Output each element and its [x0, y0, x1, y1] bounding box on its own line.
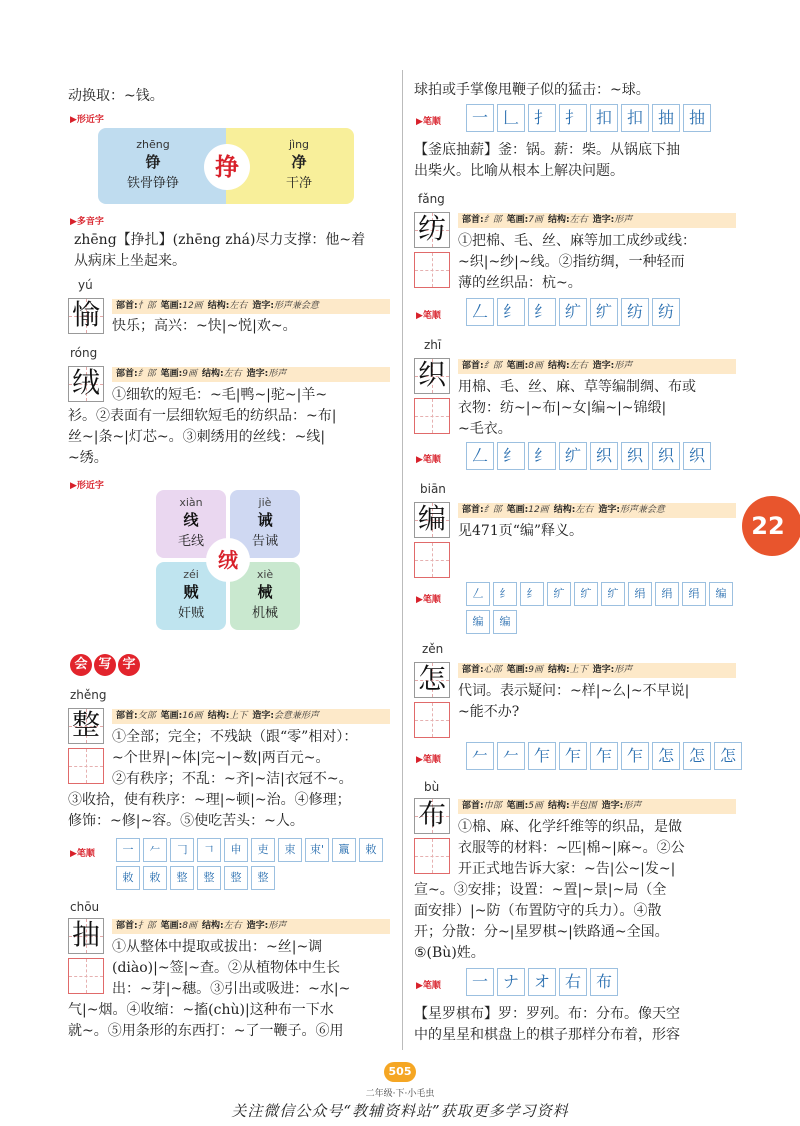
stroke-step: 绢 [628, 582, 652, 606]
practice-grid-zheng [68, 748, 104, 784]
char-def-bu-2: 衣服等的材料：~匹|棉~|麻~。②公 [458, 840, 685, 856]
stroke-step: 一 [466, 968, 494, 996]
stroke-order-bu [466, 968, 618, 996]
stroke-order-zhi [466, 442, 711, 470]
char-pinyin-zheng: zhěng [70, 688, 107, 702]
stroke-step: 乍 [590, 742, 618, 770]
stroke-step: 怎 [683, 742, 711, 770]
char-def-fang-2: ~织|~纱|~线。②指纺绸，一种轻而 [458, 254, 685, 270]
stroke-label-zhi: ▶笔顺 [416, 455, 441, 465]
stroke-step: 织 [590, 442, 618, 470]
char-def-zheng-1: ①全部；完全；不残缺（跟“零”相对）： [112, 729, 358, 745]
stroke-step: 织 [683, 442, 711, 470]
char-def-zen-2: ~能不办? [458, 704, 520, 720]
stroke-step: 抽 [652, 104, 680, 132]
similar-center-char: 挣 [204, 144, 250, 190]
char-pinyin-bu: bù [424, 780, 440, 794]
char-def-rong-4: ~绣。 [68, 450, 108, 466]
char-pinyin-zen: zěn [422, 642, 444, 656]
idiom-fudichouxin-2: 出柴火。比喻从根本上解决问题。 [414, 163, 624, 179]
char-def-bian-1: 见471页“编”释义。 [458, 523, 584, 539]
stroke-step: 𠂉 [497, 742, 525, 770]
stroke-step: 敕 [116, 866, 140, 890]
similar-quad-3: zéi 贼 奸贼 [156, 562, 226, 630]
stroke-step: 𠃍 [197, 838, 221, 862]
char-def-fang-1: ①把棉、毛、丝、麻等加工成纱或线： [458, 233, 696, 249]
stroke-step: 绢 [655, 582, 679, 606]
stroke-step: 右 [559, 968, 587, 996]
stroke-label-bu: ▶笔顺 [416, 981, 441, 991]
char-info-bar-bian: 部首:纟部 笔画:12画 结构:左右 造字:形声兼会意 [458, 503, 736, 518]
duoyin-line-1: zhēng【挣扎】(zhēng zhá)尽力支撑：他~着 [74, 232, 366, 248]
stroke-step: 布 [590, 968, 618, 996]
stroke-step: 𠃊 [497, 104, 525, 132]
char-def-chou-2: (diào)|~签|~查。②从植物体中生长 [112, 960, 341, 976]
stroke-step: 整 [251, 866, 275, 890]
char-box-zen: 怎 [414, 662, 450, 698]
idiom-xingluoqibu-2: 中的星星和棋盘上的棋子那样分布着，形容 [414, 1027, 680, 1043]
stroke-step: 纩 [601, 582, 625, 606]
stroke-step: 扌 [559, 104, 587, 132]
char-box-bian: 编 [414, 502, 450, 538]
practice-grid-bu [414, 838, 450, 874]
char-box-zhi: 织 [414, 358, 450, 394]
similar-quad-1: xiàn 线 毛线 [156, 490, 226, 558]
left-column [68, 0, 390, 1126]
stroke-step: 扌 [528, 104, 556, 132]
stroke-step: 纺 [621, 298, 649, 326]
similar-right-pinyin: jìng [288, 138, 310, 151]
stroke-step: 𠂉 [466, 742, 494, 770]
stroke-step: 乍 [559, 742, 587, 770]
stroke-order-bian-row1 [466, 582, 733, 606]
char-def-bu-7: ⑤(Bù)姓。 [414, 945, 485, 961]
stroke-step: 纟 [528, 298, 556, 326]
stroke-step: 𣎆 [332, 838, 356, 862]
stroke-step: 吏 [251, 838, 275, 862]
stroke-step: 整 [224, 866, 248, 890]
char-box-chou: 抽 [68, 918, 104, 954]
similar-right-word: 干净 [285, 176, 312, 191]
stroke-step: 怎 [714, 742, 742, 770]
stroke-step: 束' [305, 838, 329, 862]
stroke-step: 敕 [143, 866, 167, 890]
stroke-step: 纟 [493, 582, 517, 606]
char-box-zheng: 整 [68, 708, 104, 744]
stroke-order-zheng-row2 [116, 866, 275, 890]
char-def-zhi-3: ~毛衣。 [458, 421, 512, 437]
stroke-step: 纟 [497, 298, 525, 326]
stroke-step: 抽 [683, 104, 711, 132]
stroke-order-zheng-row1 [116, 838, 383, 862]
stroke-step: 𠃋 [466, 582, 490, 606]
char-info-bar-yu: 部首:忄部 笔画:12画 结构:左右 造字:形声兼会意 [112, 299, 390, 314]
stroke-step: ナ [497, 968, 525, 996]
stroke-step: 𠃌 [170, 838, 194, 862]
char-info-bar-zen: 部首:心部 笔画:9画 结构:上下 造字:形声 [458, 663, 736, 678]
stroke-order-zen [466, 742, 742, 770]
char-def-zheng-4: ③收拾，使有秩序：~理|~顿|~治。④修理； [68, 792, 351, 808]
stroke-step: 纟 [497, 442, 525, 470]
char-box-bu: 布 [414, 798, 450, 834]
stroke-step: 申 [224, 838, 248, 862]
stroke-step: 乍 [621, 742, 649, 770]
stroke-step: 扣 [590, 104, 618, 132]
stroke-order-fang [466, 298, 680, 326]
char-pinyin-rong: róng [70, 346, 98, 360]
char-box-rong: 绒 [68, 366, 104, 402]
practice-grid-chou [68, 958, 104, 994]
char-info-bar-rong: 部首:纟部 笔画:9画 结构:左右 造字:形声 [112, 367, 390, 382]
right-column [414, 0, 736, 1126]
duoyin-line-2: 从病床上坐起来。 [74, 253, 186, 269]
char-def-bu-3: 开正式地告诉大家：~告|公~|发~| [458, 861, 676, 877]
char-info-bar-zhi: 部首:纟部 笔画:8画 结构:左右 造字:形声 [458, 359, 736, 374]
stroke-step: 编 [466, 610, 490, 634]
stroke-step: 整 [197, 866, 221, 890]
char-def-chou-5: 就~。⑤用条形的东西打：~了一鞭子。⑥用 [68, 1023, 344, 1039]
char-def-zheng-5: 修饰：~修|~容。⑤使吃苦头：~人。 [68, 813, 304, 829]
similar-right-char: 净 [291, 153, 307, 171]
char-pinyin-yu: yú [78, 278, 93, 292]
char-def-bu-5: 面安排）|~防（布置防守的兵力）。④散 [414, 903, 662, 919]
similar-left-char: 铮 [145, 153, 161, 171]
char-box-fang: 纺 [414, 212, 450, 248]
char-def-zhi-1: 用棉、毛、丝、麻、草等编制绸、布或 [458, 379, 696, 395]
stroke-step: 纺 [652, 298, 680, 326]
char-def-fang-3: 薄的丝织品：杭~。 [458, 275, 582, 291]
chapter-tab: 22 [742, 496, 800, 556]
stroke-step: 敕 [359, 838, 383, 862]
stroke-label-zen: ▶笔顺 [416, 755, 441, 765]
idiom-xingluoqibu-1: 【星罗棋布】罗：罗列。布：分布。像天空 [414, 1006, 680, 1022]
char-def-chou-4: 气|~烟。④收缩：~搐(chù)|这种布一下水 [68, 1002, 334, 1018]
stroke-step: 纩 [547, 582, 571, 606]
char-def-bu-1: ①棉、麻、化学纤维等的织品，是做 [458, 819, 682, 835]
stroke-step: 𠃋 [466, 298, 494, 326]
char-def-chou-3: 出：~芽|~穗。③引出或吸进：~水|~ [112, 981, 351, 997]
char-def-rong-1: ①细软的短毛：~毛|鸭~|驼~|羊~ [112, 387, 328, 403]
stroke-order-bian-row2 [466, 610, 517, 634]
similar-left-word: 铁骨铮铮 [126, 176, 179, 191]
char-box-yu: 愉 [68, 298, 104, 334]
section-label-duoyin: ▶多音字 [70, 217, 104, 227]
stroke-step: 织 [621, 442, 649, 470]
page-number: 505 [384, 1062, 416, 1082]
stroke-step: 束 [278, 838, 302, 862]
char-info-bar-fang: 部首:纟部 笔画:7画 结构:左右 造字:形声 [458, 213, 736, 228]
practice-grid-bian [414, 542, 450, 578]
char-pinyin-zhi: zhī [424, 338, 442, 352]
footer-grade: 二年级·下·小毛虫 [365, 1089, 435, 1099]
stroke-label-chou: ▶笔顺 [416, 117, 441, 127]
practice-grid-zhi [414, 398, 450, 434]
similar-char-card-1 [98, 128, 354, 204]
stroke-step: 绢 [682, 582, 706, 606]
stroke-label-fang: ▶笔顺 [416, 311, 441, 321]
char-info-bar-zheng: 部首:攵部 笔画:16画 结构:上下 造字:会意兼形声 [112, 709, 390, 724]
stroke-step: 纩 [590, 298, 618, 326]
char-def-bu-4: 宣~。③安排；设置：~置|~景|~局（全 [414, 882, 667, 898]
stroke-step: 编 [493, 610, 517, 634]
section-badge-write: 会 写 字 [70, 654, 140, 676]
char-def-rong-2: 衫。②表面有一层细软短毛的纺织品：~布| [68, 408, 337, 424]
stroke-step: 𠃋 [466, 442, 494, 470]
stroke-step: 编 [709, 582, 733, 606]
char-def-rong-3: 丝~|条~|灯芯~。③刺绣用的丝线：~线| [68, 429, 326, 445]
stroke-step: 纟 [528, 442, 556, 470]
char-def-yu: 快乐；高兴：~快|~悦|欢~。 [112, 318, 297, 334]
char-def-zen-1: 代词。表示疑问：~样|~么|~不早说| [458, 683, 690, 699]
stroke-order-chou [466, 104, 711, 132]
section-label-xingjin-2: ▶形近字 [70, 481, 104, 491]
stroke-step: 扣 [621, 104, 649, 132]
stroke-label-zheng: ▶笔顺 [70, 849, 95, 859]
char-info-bar-chou: 部首:扌部 笔画:8画 结构:左右 造字:形声 [112, 919, 390, 934]
stroke-step: 织 [652, 442, 680, 470]
idiom-fudichouxin-1: 【釜底抽薪】釜：锅。薪：柴。从锅底下抽 [414, 142, 680, 158]
stroke-step: 怎 [652, 742, 680, 770]
stroke-step: オ [528, 968, 556, 996]
stroke-step: 一 [116, 838, 140, 862]
practice-grid-fang [414, 252, 450, 288]
char-def-chou-1: ①从整体中提取或拔出：~丝|~调 [112, 939, 323, 955]
section-label-xingjin: ▶形近字 [70, 115, 104, 125]
similar-quad-4: xiè 械 机械 [230, 562, 300, 630]
char-pinyin-chou: chōu [70, 900, 100, 914]
char-pinyin-fang: fǎng [418, 192, 445, 206]
stroke-step: 乍 [528, 742, 556, 770]
char-def-zhi-2: 衣物：纺~|~布|~女|编~|~锦缎| [458, 400, 667, 416]
char-def-zheng-3: ②有秩序；不乱：~齐|~洁|衣冠不~。 [112, 771, 353, 787]
practice-grid-zen [414, 702, 450, 738]
similar-char-card-2 [156, 490, 300, 630]
char-def-zheng-2: ~个世界|~体|完~|~数|两百元~。 [112, 750, 330, 766]
stroke-label-bian: ▶笔顺 [416, 595, 441, 605]
char-info-bar-bu: 部首:巾部 笔画:5画 结构:半包围 造字:形声 [458, 799, 736, 814]
left-top-line: 动换取：~钱。 [68, 88, 164, 104]
similar-quad-2: jiè 诫 告诫 [230, 490, 300, 558]
stroke-step: 纟 [520, 582, 544, 606]
footer-promo: 关注微信公众号“教辅资料站”获取更多学习资料 [231, 1102, 569, 1120]
stroke-step: 一 [466, 104, 494, 132]
stroke-step: 纩 [574, 582, 598, 606]
stroke-step: 纩 [559, 442, 587, 470]
column-divider [402, 70, 403, 1050]
stroke-step: 整 [170, 866, 194, 890]
right-top-line: 球拍或手掌像甩鞭子似的猛击：~球。 [414, 82, 650, 98]
stroke-step: 𠂉 [143, 838, 167, 862]
stroke-step: 纩 [559, 298, 587, 326]
similar-center-char-2: 绒 [206, 538, 250, 582]
char-def-bu-6: 开；分散：分~|星罗棋~|铁路通~全国。 [414, 924, 669, 940]
char-pinyin-bian: biān [420, 482, 446, 496]
similar-left-pinyin: zhēng [136, 138, 170, 151]
